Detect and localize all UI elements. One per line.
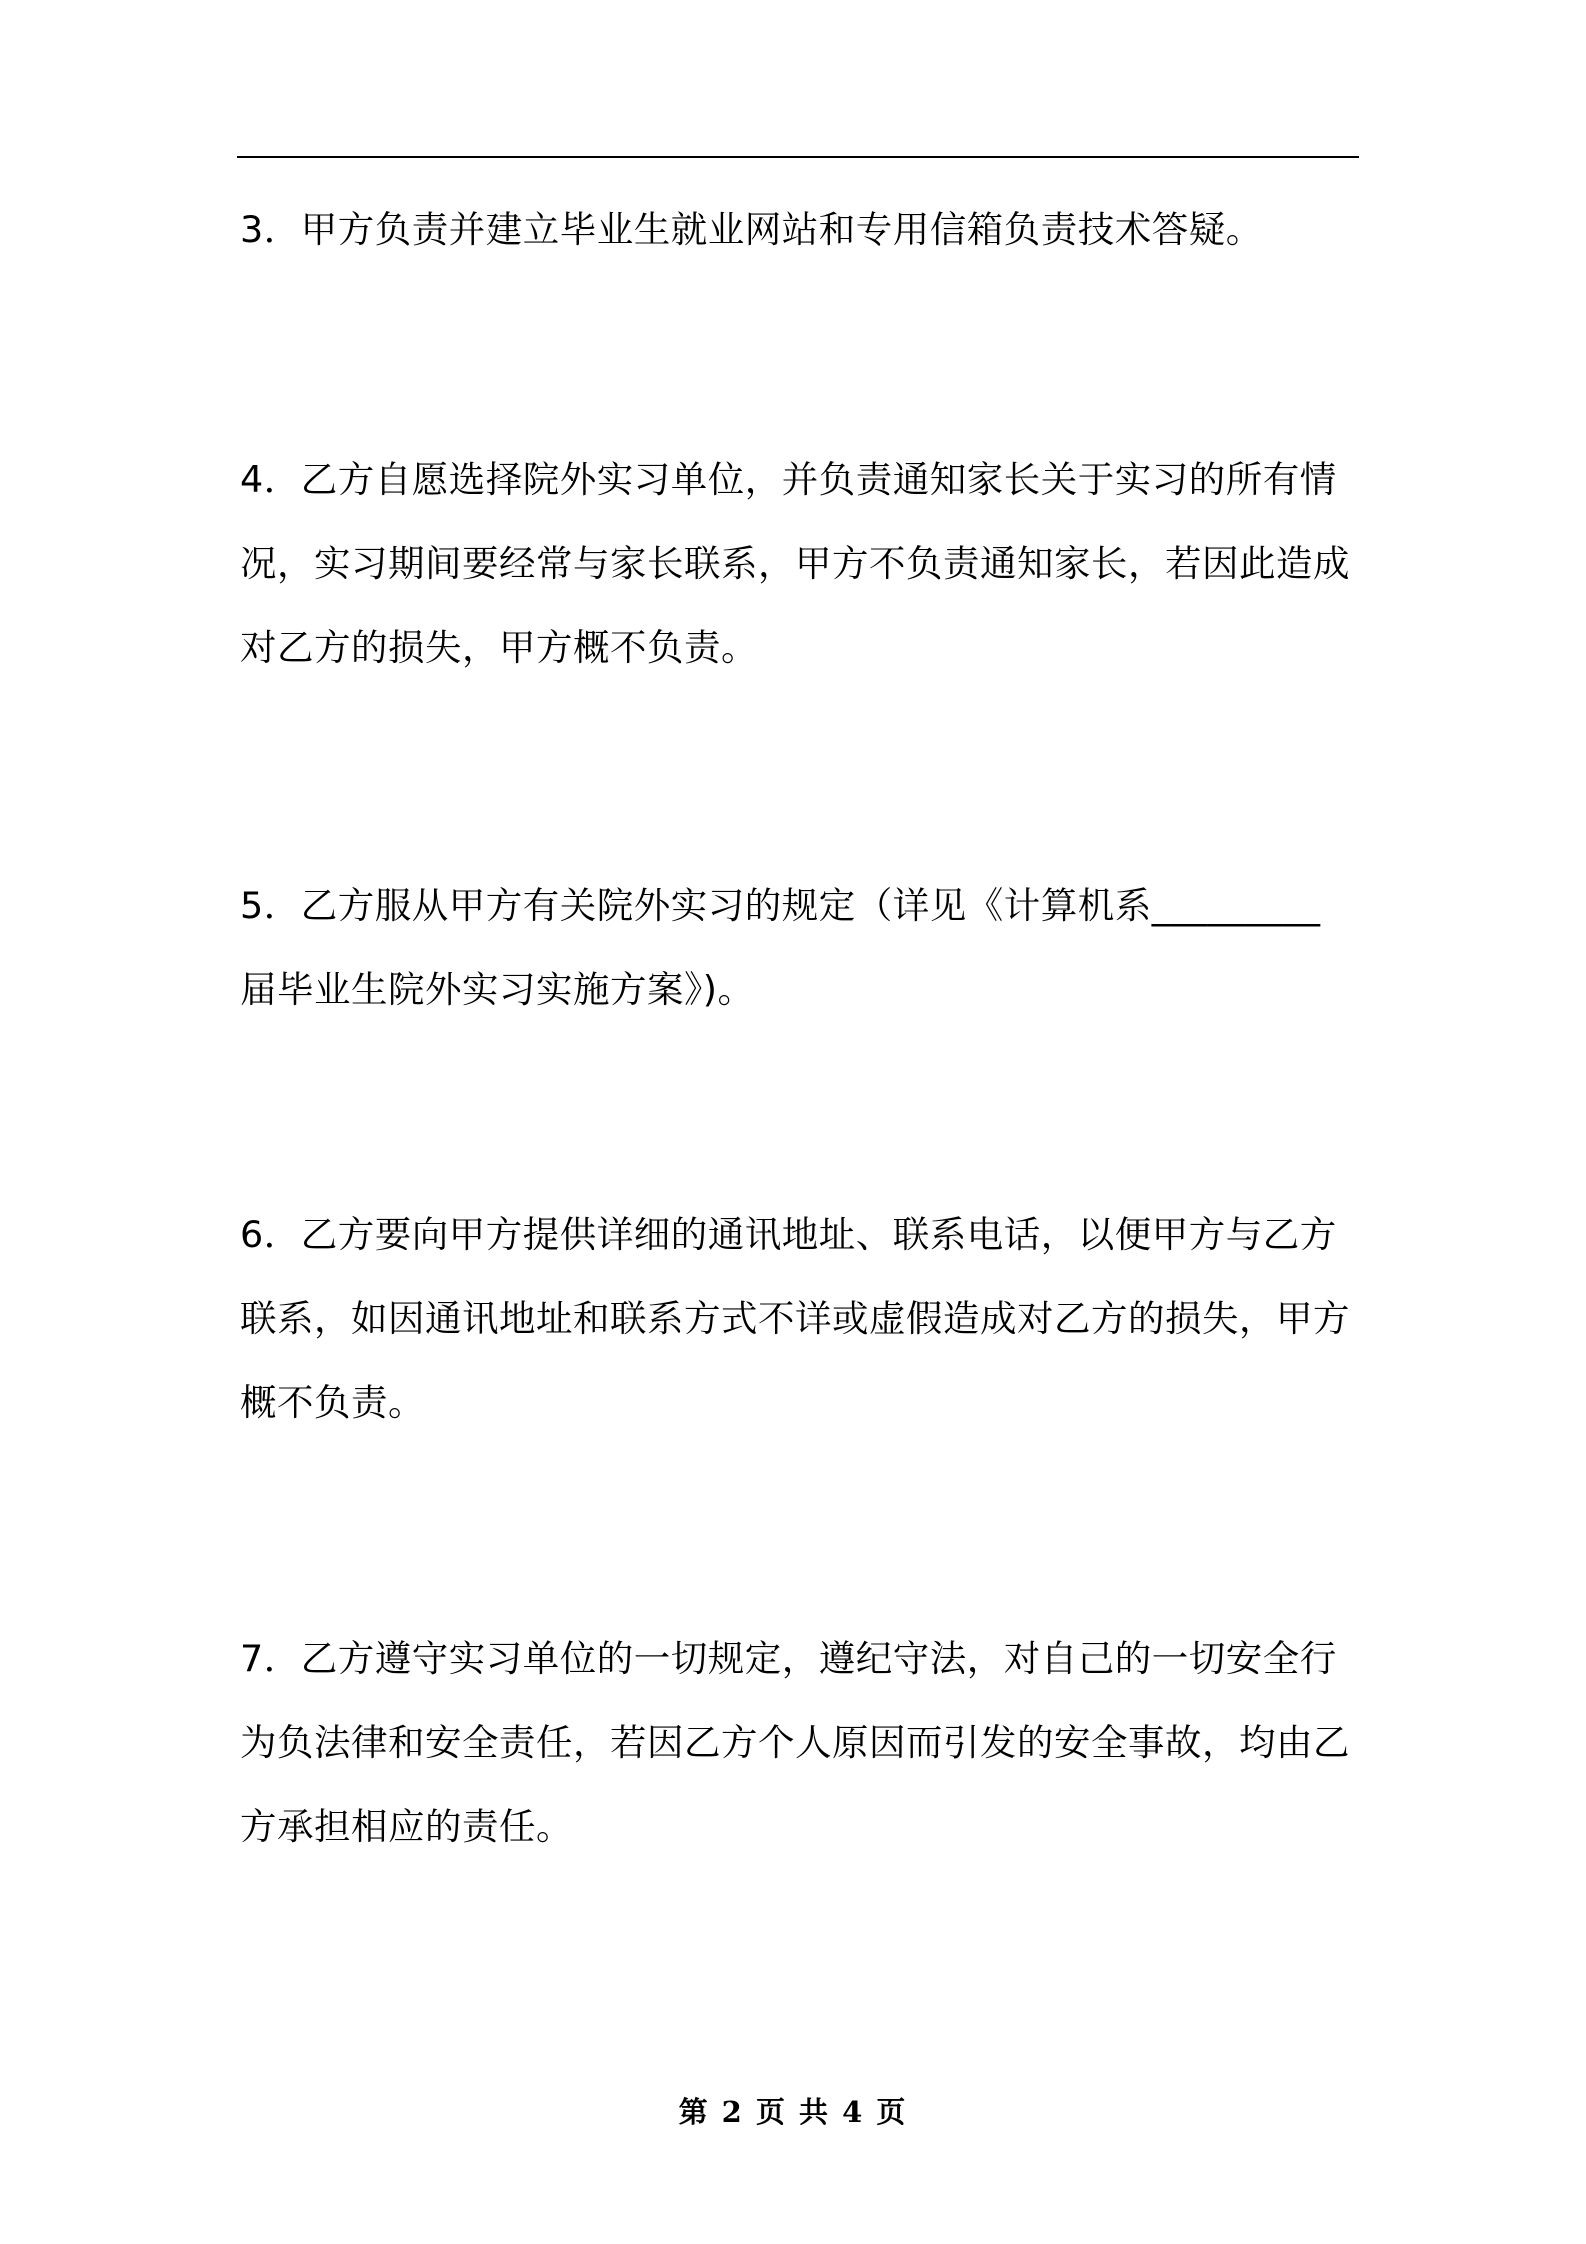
clause-line: 联系，如因通讯地址和联系方式不详或虚假造成对乙方的损失，甲方 [240, 1297, 1350, 1340]
clause-line: 4．乙方自愿选择院外实习单位，并负责通知家长关于实习的所有情 [240, 458, 1337, 501]
clause-4 [240, 438, 1360, 690]
clause-line: 为负法律和安全责任，若因乙方个人原因而引发的安全事故，均由乙 [240, 1721, 1350, 1764]
header-rule [237, 156, 1359, 158]
clause-6 [240, 1193, 1360, 1445]
clause-5 [240, 864, 1360, 1032]
clause-line: 方承担相应的责任。 [240, 1805, 573, 1848]
clause-line: 届毕业生院外实习实施方案》)。 [240, 968, 755, 1011]
clause-line: 3．甲方负责并建立毕业生就业网站和专用信箱负责技术答疑。 [240, 208, 1263, 251]
clause-line: 6．乙方要向甲方提供详细的通讯地址、联系电话，以便甲方与乙方 [240, 1213, 1337, 1256]
clause-line: 况，实习期间要经常与家长联系，甲方不负责通知家长，若因此造成 [240, 542, 1350, 585]
clause-3 [240, 188, 1360, 272]
clause-line: 概不负责。 [240, 1381, 425, 1424]
page-number-footer: 第 2 页 共 4 页 [678, 2095, 908, 2129]
clause-line: 7．乙方遵守实习单位的一切规定，遵纪守法，对自己的一切安全行 [240, 1637, 1337, 1680]
clause-line: 对乙方的损失，甲方概不负责。 [240, 626, 758, 669]
clause-line: 5．乙方服从甲方有关院外实习的规定（详见《计算机系_________ [240, 884, 1321, 927]
clause-7 [240, 1617, 1360, 1869]
